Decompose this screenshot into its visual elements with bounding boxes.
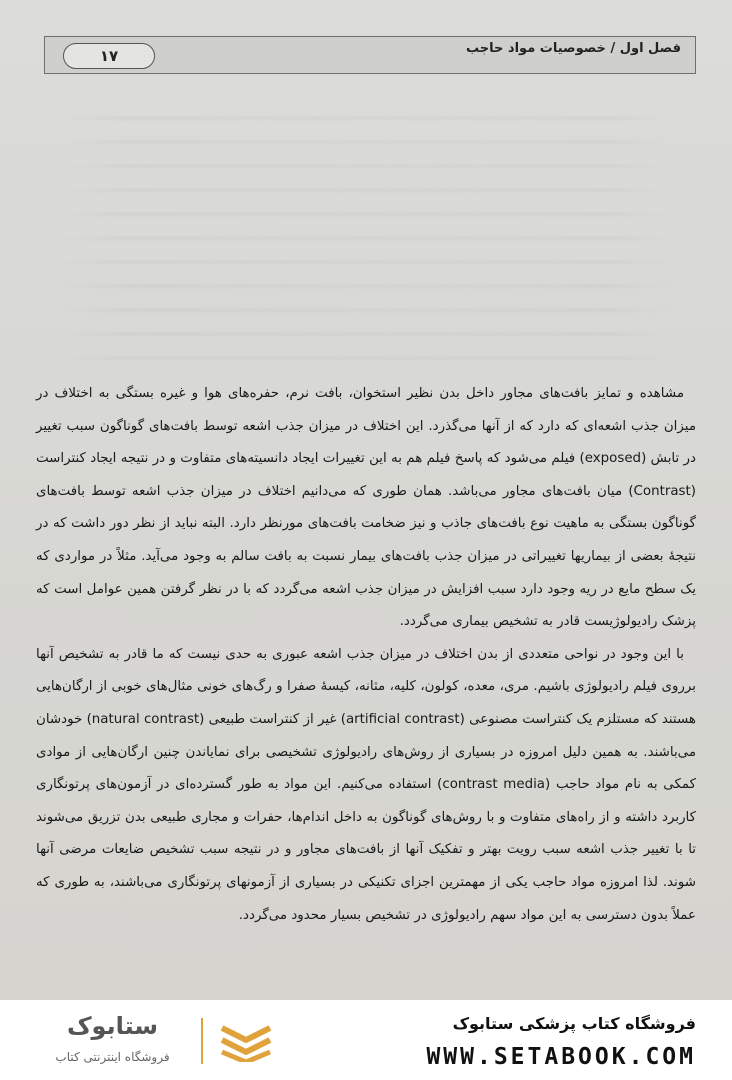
logo-divider — [201, 1018, 203, 1064]
page-number: ۱۷ — [63, 43, 155, 69]
store-logo-word: ستابوک — [66, 1012, 159, 1040]
paragraph-2: با این وجود در نواحی متعددی از بدن اختلاف در میزان جذب اشعه عبوری به حدی نیست که ما قادر به تشخیص آنها برروی فیلم رادیولوژی باشیم. مری، معده، کولون، کلیه، مثانه، کیسهٔ صفرا و رگ‌های خونی مثال‌های خوبی از ارگان‌هایی هستند که مستلزم یک کنتراست مصنوعی (artificial contrast) غیر از کنتراست طبیعی (natural contrast) خودشان می‌باشند. به همین دلیل امروزه در بسیاری از روش‌های رادیولوژی تشخیصی برای نمایاندن چنین ارگان‌هایی از موادی کمکی به نام مواد حاجب (contrast media) استفاده می‌کنیم. این مواد به طور گسترده‌ای در آزمون‌های پرتونگاری کاربرد داشته و از راه‌های متفاوت و با روش‌های گوناگون به داخل اندام‌ها، حفرات و مجاری طبیعی بدن تزریق می‌شوند تا با تغییر جذب اشعه سبب رویت بهتر و تفکیک آنها از بافت‌های مجاور و در نتیجه سبب تشخیص ضایعات مرضی آنها شوند. لذا امروزه مواد حاجب یکی از مهمترین اجزای تکنیکی در بسیاری از آزمونهای پرتونگاری می‌باشند، به طوری که عملاً بدون دسترسی به این مواد سهم رادیولوژی در تشخیص بسیار محدود می‌گردد. — [36, 646, 696, 923]
store-url[interactable]: WWW.SETABOOK.COM — [426, 1044, 696, 1070]
paragraph-1: مشاهده و تمایز بافت‌های مجاور داخل بدن نظیر استخوان، بافت نرم، حفره‌های هوا و غیره بستگی به اختلاف در میزان جذب اشعه‌ای که دارد که از آنها می‌گذرد. این اختلاف در میزان جذب اشعه توسط بافت‌های گوناگون سبب تغییر در تابش (exposed) فیلم می‌شود که پاسخ فیلم هم به این تغییرات ایجاد دانسیته‌های متفاوت و در نتیجه ایجاد کنتراست (Contrast) میان بافت‌های مجاور می‌باشد. همان طوری که می‌دانیم اختلاف در میزان جذب اشعه توسط بافت‌های گوناگون بستگی به ماهیت نوع بافت‌های جاذب و نیز ضخامت بافت‌های مورنظر دارد. البته نباید از نظر دور داشت که در نتیجهٔ بعضی از بیماریها تغییراتی در میزان جذب بافت‌های بیمار نسبت به بافت سالم به وجود می‌آید. مثلاً در مواردی که یک سطح مایع در ریه وجود دارد سبب افزایش در میزان جذب اشعه می‌گردد که با در نظر گرفتن همین عوامل است که پزشک رادیولوژیست قادر به تشخیص بیماری می‌گردد. — [36, 386, 696, 630]
faded-text-region — [60, 95, 672, 365]
body-text — [36, 378, 696, 932]
store-footer-banner — [0, 1000, 732, 1080]
store-name: فروشگاه کتاب پزشکی ستابوک — [452, 1014, 696, 1033]
chapter-title: فصل اول / خصوصیات مواد حاجب — [466, 41, 681, 56]
book-stack-icon — [218, 1022, 274, 1062]
store-logo-tagline: فروشگاه اینترنتی کتاب — [55, 1050, 170, 1064]
chapter-header — [44, 36, 696, 74]
